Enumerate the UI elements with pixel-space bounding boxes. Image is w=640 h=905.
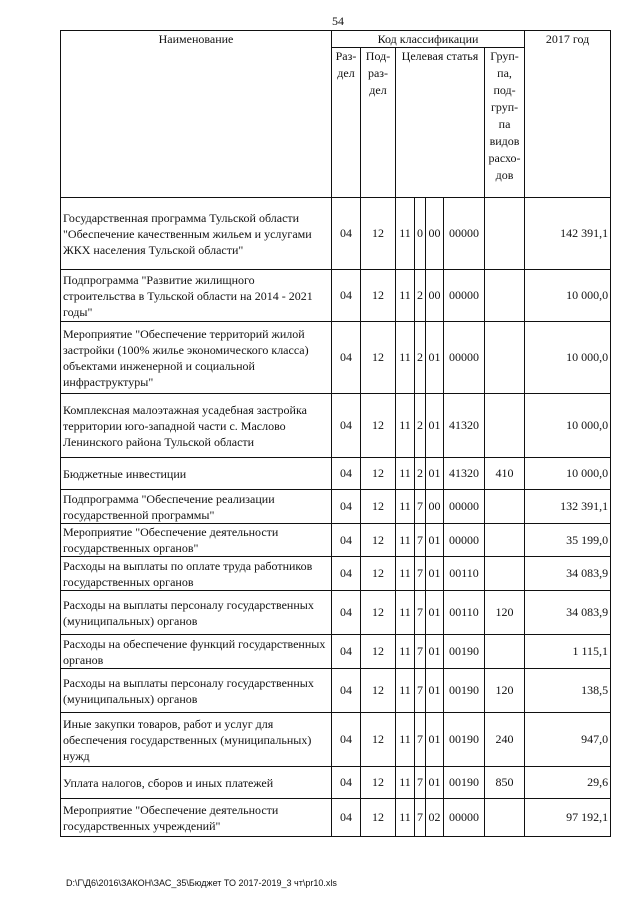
cell-amount: 29,6 [525,767,611,799]
cell-expense-type [485,557,525,591]
cell-amount: 132 391,1 [525,490,611,524]
cell-target-direction: 00000 [444,322,485,394]
cell-expense-type [485,524,525,557]
cell-section: 04 [332,635,361,669]
cell-section: 04 [332,198,361,270]
cell-target-program: 11 [396,669,415,713]
cell-amount: 947,0 [525,713,611,767]
table-row [61,322,611,394]
cell-target-program: 11 [396,394,415,458]
cell-target-event: 01 [426,591,444,635]
cell-subsection: 12 [361,799,396,837]
cell-amount: 10 000,0 [525,458,611,490]
cell-target-subprogram: 7 [415,635,426,669]
cell-amount: 138,5 [525,669,611,713]
cell-section: 04 [332,669,361,713]
cell-target-subprogram: 2 [415,270,426,322]
cell-target-event: 01 [426,458,444,490]
cell-expense-type [485,490,525,524]
table-row [61,767,611,799]
cell-subsection: 12 [361,524,396,557]
cell-section: 04 [332,713,361,767]
cell-section: 04 [332,557,361,591]
table-row [61,490,611,524]
cell-name: Государственная программа Тульской области "Обеспечение качественным жильем и услугами ЖКХ населения Тульской области" [61,198,332,270]
cell-target-event: 01 [426,557,444,591]
cell-target-subprogram: 7 [415,490,426,524]
cell-amount: 10 000,0 [525,270,611,322]
cell-target-program: 11 [396,557,415,591]
cell-target-program: 11 [396,799,415,837]
cell-target-event: 01 [426,767,444,799]
cell-name: Подпрограмма "Развитие жилищного строительства в Тульской области на 2014 - 2021 годы" [61,270,332,322]
cell-subsection: 12 [361,198,396,270]
cell-expense-type [485,394,525,458]
cell-target-subprogram: 7 [415,767,426,799]
cell-expense-type [485,322,525,394]
cell-amount: 10 000,0 [525,322,611,394]
cell-target-direction: 00190 [444,767,485,799]
cell-target-event: 01 [426,635,444,669]
cell-subsection: 12 [361,713,396,767]
cell-name: Расходы на выплаты персоналу государственных (муниципальных) органов [61,591,332,635]
cell-target-program: 11 [396,198,415,270]
cell-name: Мероприятие "Обеспечение территорий жилой застройки (100% жилье экономического класса) объектами инженерной и социальной инфраструктуры" [61,322,332,394]
cell-target-direction: 00190 [444,713,485,767]
cell-target-direction: 00110 [444,591,485,635]
table-row [61,591,611,635]
page-number: 54 [332,14,344,28]
cell-target-direction: 00000 [444,524,485,557]
cell-name: Расходы на выплаты по оплате труда работников государственных органов [61,557,332,591]
cell-subsection: 12 [361,322,396,394]
cell-target-event: 01 [426,394,444,458]
col-header-target: Целевая статья [396,48,485,198]
cell-expense-type [485,635,525,669]
cell-target-program: 11 [396,458,415,490]
table-row [61,458,611,490]
cell-subsection: 12 [361,557,396,591]
cell-amount: 97 192,1 [525,799,611,837]
cell-name: Мероприятие "Обеспечение деятельности государственных учреждений" [61,799,332,837]
cell-name: Расходы на обеспечение функций государственных органов [61,635,332,669]
cell-target-subprogram: 7 [415,799,426,837]
table-row [61,198,611,270]
cell-subsection: 12 [361,591,396,635]
table-row [61,635,611,669]
cell-target-subprogram: 2 [415,394,426,458]
cell-section: 04 [332,322,361,394]
table-row [61,713,611,767]
col-header-code: Код классификации [332,31,525,48]
cell-target-subprogram: 2 [415,322,426,394]
table-row [61,394,611,458]
cell-section: 04 [332,458,361,490]
cell-target-program: 11 [396,767,415,799]
cell-target-subprogram: 7 [415,713,426,767]
table-row [61,557,611,591]
cell-target-event: 01 [426,322,444,394]
cell-target-direction: 00190 [444,635,485,669]
cell-expense-type [485,198,525,270]
cell-target-direction: 00110 [444,557,485,591]
cell-target-program: 11 [396,713,415,767]
cell-target-direction: 00000 [444,198,485,270]
cell-name: Уплата налогов, сборов и иных платежей [61,767,332,799]
cell-target-program: 11 [396,591,415,635]
cell-amount: 34 083,9 [525,557,611,591]
cell-name: Комплексная малоэтажная усадебная застройка территории юго-западной части с. Маслово Ленинского района Тульской области [61,394,332,458]
cell-amount: 142 391,1 [525,198,611,270]
cell-target-subprogram: 7 [415,557,426,591]
table-row [61,524,611,557]
col-header-subsection: Под- раз- дел [361,48,396,198]
cell-target-subprogram: 0 [415,198,426,270]
cell-target-event: 01 [426,524,444,557]
col-header-section: Раз- дел [332,48,361,198]
cell-amount: 1 115,1 [525,635,611,669]
cell-name: Расходы на выплаты персоналу государственных (муниципальных) органов [61,669,332,713]
cell-section: 04 [332,767,361,799]
cell-target-program: 11 [396,635,415,669]
table-row [61,799,611,837]
cell-target-event: 00 [426,198,444,270]
cell-expense-type: 120 [485,669,525,713]
cell-subsection: 12 [361,458,396,490]
col-header-group: Груп- па, под- груп- па видов расхо- дов [485,48,525,198]
cell-target-direction: 00000 [444,799,485,837]
cell-subsection: 12 [361,635,396,669]
cell-section: 04 [332,799,361,837]
cell-target-direction: 00190 [444,669,485,713]
cell-section: 04 [332,524,361,557]
cell-name: Бюджетные инвестиции [61,458,332,490]
header-row-top [61,31,611,48]
cell-target-event: 01 [426,669,444,713]
cell-expense-type: 850 [485,767,525,799]
footer-file-path: D:\Г\Д6\2016\ЗАКОН\ЗАС_35\Бюджет ТО 2017-2019_3 чт\pr10.xls [66,878,337,888]
cell-target-direction: 00000 [444,490,485,524]
cell-expense-type: 120 [485,591,525,635]
cell-target-event: 00 [426,270,444,322]
cell-target-program: 11 [396,270,415,322]
cell-amount: 34 083,9 [525,591,611,635]
cell-subsection: 12 [361,394,396,458]
budget-table [60,30,611,837]
cell-section: 04 [332,490,361,524]
cell-target-subprogram: 7 [415,591,426,635]
cell-expense-type: 240 [485,713,525,767]
cell-expense-type [485,799,525,837]
cell-subsection: 12 [361,490,396,524]
cell-expense-type: 410 [485,458,525,490]
cell-section: 04 [332,270,361,322]
cell-subsection: 12 [361,767,396,799]
cell-target-direction: 41320 [444,458,485,490]
cell-subsection: 12 [361,669,396,713]
cell-subsection: 12 [361,270,396,322]
cell-target-program: 11 [396,524,415,557]
table-row [61,669,611,713]
cell-target-event: 01 [426,713,444,767]
cell-target-subprogram: 7 [415,524,426,557]
cell-section: 04 [332,591,361,635]
cell-amount: 10 000,0 [525,394,611,458]
cell-target-program: 11 [396,322,415,394]
cell-target-direction: 00000 [444,270,485,322]
cell-target-direction: 41320 [444,394,485,458]
cell-name: Подпрограмма "Обеспечение реализации государственной программы" [61,490,332,524]
cell-target-event: 00 [426,490,444,524]
cell-amount: 35 199,0 [525,524,611,557]
table-row [61,270,611,322]
col-header-name: Наименование [61,31,332,198]
cell-section: 04 [332,394,361,458]
cell-target-subprogram: 2 [415,458,426,490]
cell-name: Мероприятие "Обеспечение деятельности государственных органов" [61,524,332,557]
cell-target-subprogram: 7 [415,669,426,713]
col-header-year: 2017 год [525,31,611,198]
cell-target-event: 02 [426,799,444,837]
cell-target-program: 11 [396,490,415,524]
cell-expense-type [485,270,525,322]
cell-name: Иные закупки товаров, работ и услуг для обеспечения государственных (муниципальных) нужд [61,713,332,767]
